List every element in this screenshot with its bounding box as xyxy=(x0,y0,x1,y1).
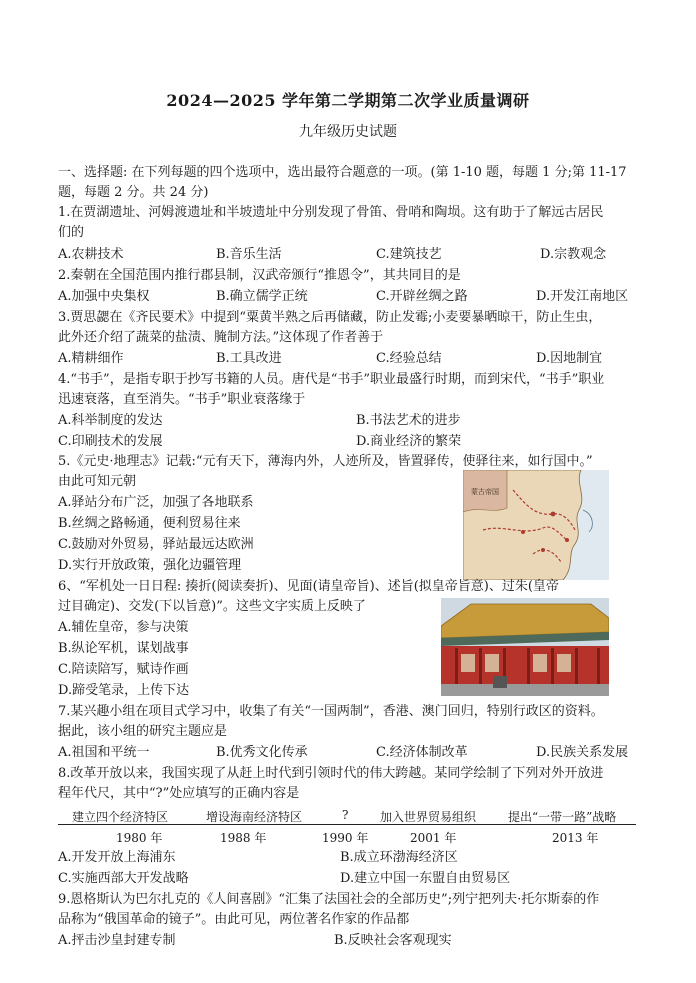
q8-option-c: C.实施西部大开发战略 xyxy=(58,871,189,886)
q1-option-d: D.宗教观念 xyxy=(540,247,607,262)
q4-option-b: B.书法艺术的进步 xyxy=(356,413,461,428)
q8-option-b: B.成立环渤海经济区 xyxy=(340,850,458,865)
question-7-stem-cont: 据此，该小组的研究主题应是 xyxy=(58,724,228,739)
q6-option-d: D.蹄受笔录，上传下达 xyxy=(58,683,190,698)
q5-option-b: B.丝绸之路畅通，便利贸易往来 xyxy=(58,516,241,531)
q6-option-b: B.纵论军机，谋划战事 xyxy=(58,641,189,656)
timeline-year-1: 1980 年 xyxy=(116,831,163,845)
timeline-year-4: 2001 年 xyxy=(410,831,457,845)
question-6-stem-cont: 过目确定)、交发(下以旨意)”。这些文字实质上反映了 xyxy=(58,599,366,614)
timeline-rule xyxy=(58,824,636,825)
question-1-stem: 1.在贾湖遗址、河姆渡遗址和半坡遗址中分别发现了骨笛、骨哨和陶埙。这有助于了解远古居民 xyxy=(58,205,604,220)
q9-option-b: B.反映社会客观现实 xyxy=(334,933,452,948)
section-heading-line2: 题，每题 2 分。共 24 分) xyxy=(58,185,209,200)
q8-option-a: A.开发开放上海浦东 xyxy=(58,850,176,865)
q5-option-d: D.实行开放政策，强化边疆管理 xyxy=(58,558,242,573)
q4-option-a: A.科举制度的发达 xyxy=(58,413,163,428)
timeline-year-3: 1990 年 xyxy=(322,831,369,845)
q7-option-c: C.经济体制改革 xyxy=(376,745,468,760)
map-label-text: 蒙古帝国 xyxy=(471,488,499,496)
q6-option-c: C.陪读陪写，赋诗作画 xyxy=(58,662,189,677)
question-6-stem: 6、“军机处一日日程: 揍折(阅读奏折)、见面(请皇帝旨)、述旨(拟皇帝旨意)、过朱(皇帝 xyxy=(58,579,559,594)
q4-option-c: C.印刷技术的发展 xyxy=(58,434,163,449)
q2-option-c: C.开辟丝绸之路 xyxy=(376,289,468,304)
question-3-stem-cont: 此外还介绍了蔬菜的盐渍、腌制方法。”这体现了作者善于 xyxy=(58,330,384,345)
q2-option-b: B.确立儒学正统 xyxy=(216,289,308,304)
timeline-event-5: 提出“一带一路”战略 xyxy=(508,810,617,824)
map-graphic xyxy=(463,470,609,580)
yuan-post-road-map xyxy=(463,470,609,580)
question-5-stem: 5.《元史·地理志》记载:“元有天下，薄海内外，人迹所及，皆置驿传，使驿往来，如行国中。” xyxy=(58,454,593,469)
question-4-stem: 4.“书手”，是指专职于抄写书籍的人员。唐代是“书手”职业最盛行时期，而到宋代，“书手”职业 xyxy=(58,372,605,387)
q4-option-d: D.商业经济的繁荣 xyxy=(356,434,462,449)
page-subtitle: 九年级历史试题 xyxy=(299,124,397,140)
q3-option-c: C.经验总结 xyxy=(376,351,442,366)
q7-option-a: A.祖国和平统一 xyxy=(58,745,150,760)
building-graphic xyxy=(441,598,609,696)
timeline-year-2: 1988 年 xyxy=(220,831,267,845)
timeline-event-2: 增设海南经济特区 xyxy=(206,810,303,824)
q3-option-d: D.因地制宜 xyxy=(536,351,603,366)
q5-option-c: C.鼓励对外贸易，驿站最远达欧洲 xyxy=(58,537,254,552)
question-9-stem-cont: 品称为“俄国革命的镜子”。由此可见，两位著名作家的作品都 xyxy=(58,912,410,927)
question-2-stem: 2.秦朝在全国范围内推行郡县制，汉武帝颁行“推恩令”，其共同目的是 xyxy=(58,268,461,283)
q3-option-b: B.工具改进 xyxy=(216,351,282,366)
q7-option-b: B.优秀文化传承 xyxy=(216,745,308,760)
question-8-stem-cont: 程年代尺，其中“?”处应填写的正确内容是 xyxy=(58,786,300,801)
q9-option-a: A.抨击沙皇封建专制 xyxy=(58,933,176,948)
q8-option-d: D.建立中国一东盟自由贸易区 xyxy=(340,871,511,886)
timeline-event-1: 建立四个经济特区 xyxy=(72,810,169,824)
question-1-stem-cont: 们的 xyxy=(58,225,85,240)
question-9-stem: 9.恩格斯认为巴尔扎克的《人间喜剧》“汇集了法国社会的全部历史”;列宁把列夫·托尔斯泰的作 xyxy=(58,892,600,907)
timeline-event-4: 加入世界贸易组织 xyxy=(380,810,477,824)
grand-council-photo xyxy=(441,598,609,696)
question-5-stem-cont: 由此可知元朝 xyxy=(58,474,137,489)
q2-option-a: A.加强中央集权 xyxy=(58,289,150,304)
timeline-event-3: ? xyxy=(342,808,349,822)
question-7-stem: 7.某兴趣小组在项目式学习中，收集了有关“一国两制”，香港、澳门回归，特别行政区的资料。 xyxy=(58,704,604,719)
q1-option-b: B.音乐生活 xyxy=(216,247,282,262)
q5-option-a: A.驿站分布广泛，加强了各地联系 xyxy=(58,495,254,510)
question-8-stem: 8.改革开放以来，我国实现了从赶上时代到引领时代的伟大跨越。某同学绘制了下列对外开放进 xyxy=(58,766,604,781)
q3-option-a: A.精耕细作 xyxy=(58,351,124,366)
q6-option-a: A.辅佐皇帝，参与决策 xyxy=(58,620,189,635)
question-4-stem-cont: 迅速衰落，直至消失。“书手”职业衰落缘于 xyxy=(58,392,306,407)
q2-option-d: D.开发江南地区 xyxy=(536,289,629,304)
timeline-year-5: 2013 年 xyxy=(552,831,599,845)
q1-option-a: A.农耕技术 xyxy=(58,247,124,262)
q1-option-c: C.建筑技艺 xyxy=(376,247,442,262)
page-title: 2024—2025 学年第二学期第二次学业质量调研 xyxy=(166,91,530,110)
question-3-stem: 3.贾思勰在《齐民要术》中提到“粟黄半熟之后再储藏，防止发霉;小麦要暴晒晾干，防止生虫， xyxy=(58,310,602,325)
q7-option-d: D.民族关系发展 xyxy=(536,745,629,760)
section-heading-line1: 一、选择题: 在下列每题的四个选项中，选出最符合题意的一项。(第 1-10 题，每题 1 分;第 11-17 xyxy=(58,165,627,180)
